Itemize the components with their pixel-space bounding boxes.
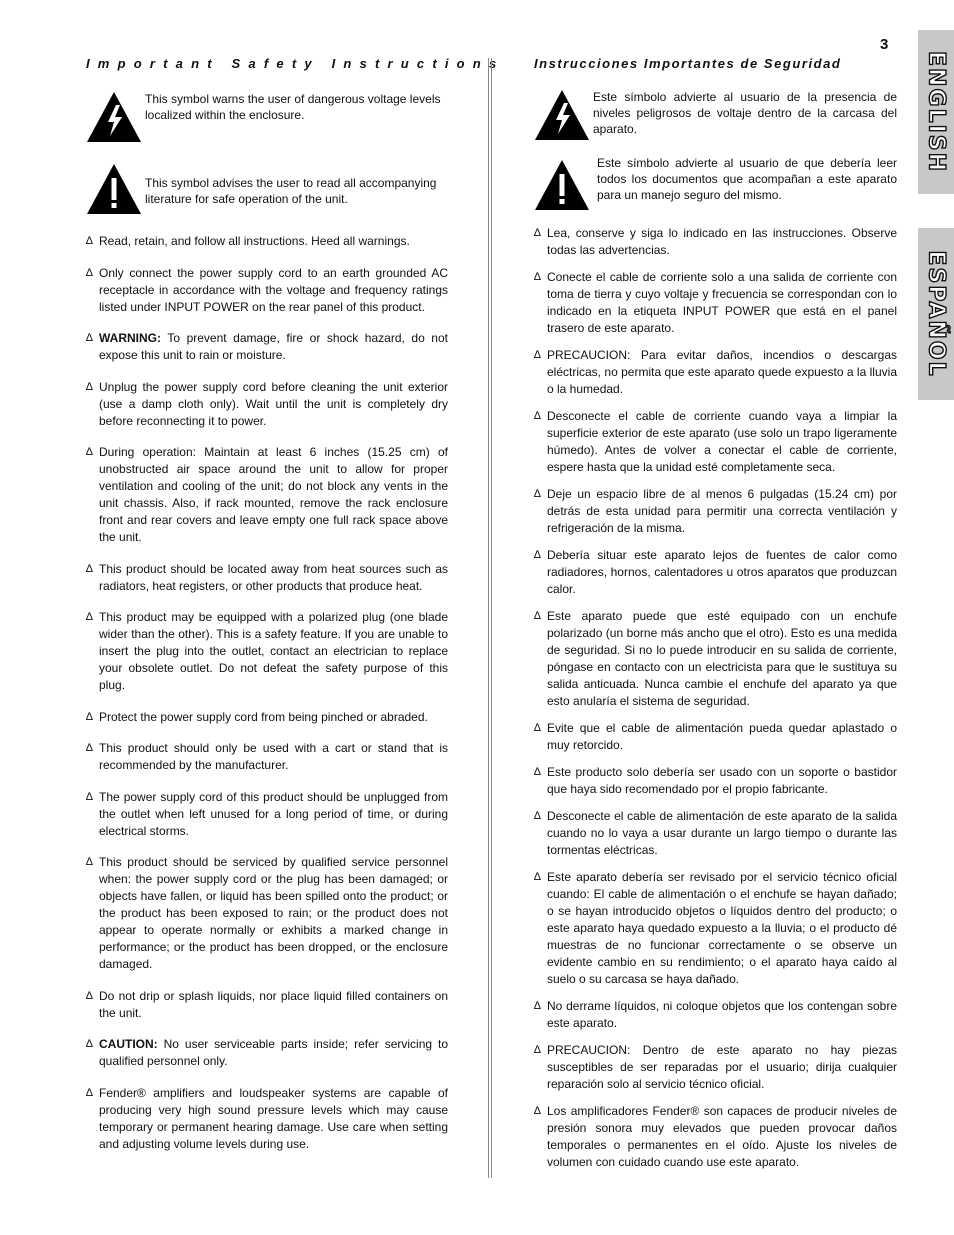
- instruction-text: Evite que el cable de alimentación pueda quedar aplastado o muy retorcido.: [547, 721, 897, 752]
- instruction-text: Este aparato puede que esté equipado con un enchufe polarizado (un borne más ancho que el otro). Esto es una medida de seguridad. Si no lo puede introducir en su salida de corriente, póngase en contacto con un electricista para que le sustituya su salida anticuada. Nunca cambie el enchufe del aparato ya que esto anularía el sistema de seguridad.: [547, 609, 897, 708]
- instruction-item: [86, 265, 448, 316]
- instruction-item: [534, 1042, 897, 1093]
- page-number: 3: [880, 36, 889, 53]
- instruction-item: [534, 486, 897, 537]
- instruction-text: To prevent damage, fire or shock hazard, do not expose this unit to rain or moisture.: [99, 331, 448, 362]
- instruction-text: Deje un espacio libre de al menos 6 pulgadas (15.24 cm) por detrás de esta unidad para permitir una correcta ventilación y refrigeración de la misma.: [547, 487, 897, 535]
- bullet-triangle-icon: ∆: [86, 332, 93, 344]
- bullet-triangle-icon: ∆: [86, 989, 93, 1002]
- column-divider: [488, 58, 492, 1178]
- bullet-triangle-icon: ∆: [534, 1000, 541, 1012]
- instruction-text: Los amplificadores Fender® son capaces de producir niveles de presión sonora muy elevados que pueden provocar daños temporales o permanentes en el oído. Ajuste los niveles de volumen con cuidado cuando use este aparato.: [547, 1104, 897, 1169]
- bullet-triangle-icon: ∆: [86, 380, 93, 393]
- instruction-item: [86, 561, 448, 595]
- spanish-tab-label: ESPAÑOL: [923, 250, 949, 378]
- instruction-item: [86, 854, 448, 973]
- bullet-triangle-icon: ∆: [534, 271, 541, 283]
- bullet-triangle-icon: ∆: [86, 562, 93, 575]
- instruction-text: Read, retain, and follow all instructions. Heed all warnings.: [99, 234, 410, 248]
- instruction-text: This product may be equipped with a polarized plug (one blade wider than the other). This is a safety feature. If you are unable to insert the plug into the outlet, contact an electrician to replace your obsolete outlet. Do not defeat the safety purpose of this plug.: [99, 610, 448, 692]
- instruction-item: [86, 709, 448, 726]
- instruction-text: Este aparato debería ser revisado por el servicio técnico oficial cuando: El cable de alimentación o el enchufe se hayan dañado; o se hayan introducido objetos o líquidos dentro del producto; o este aparato haya quedado expuesto a la lluvia; o el producto dé muestras de no funcionar correctamente o se observe un evidente cambio en su rendimiento; o el aparato haya caído al suelo o su carcasa se haya dañado.: [547, 870, 897, 986]
- instruction-item: [86, 233, 448, 250]
- spanish-heading: Instrucciones Importantes de Seguridad: [534, 56, 842, 71]
- voltage-symbol-text: This symbol warns the user of dangerous voltage levels localized within the enclosure.: [145, 92, 441, 122]
- instruction-text: Desconecte el cable de corriente cuando vaya a limpiar la superficie exterior de este aparato (use solo un trapo ligeramente húmedo). Antes de volver a conectar el cable de corriente, espere hasta que la unidad esté completamente seca.: [547, 409, 897, 474]
- instruction-text: During operation: Maintain at least 6 inches (15.25 cm) of unobstructed air space around the unit to allow for proper ventilation and cooling of the unit; do not block any vents in the unit chassis. Also, if rack mounted, remove the rack enclosure front and rear covers and leave empty one full rack space above the unit.: [99, 445, 448, 544]
- instruction-text: Lea, conserve y siga lo indicado en las instrucciones. Observe todas las advertencias.: [547, 226, 897, 257]
- bullet-triangle-icon: ∆: [534, 1044, 541, 1056]
- literature-symbol-text: This symbol advises the user to read all accompanying literature for safe operation of the unit.: [145, 176, 437, 206]
- english-column: [86, 56, 505, 1153]
- instruction-text: The power supply cord of this product should be unplugged from the outlet when left unused for a long period of time, or during electrical storms.: [99, 789, 448, 838]
- instruction-text: PRECAUCION: Para evitar daños, incendios o descargas eléctricas, no permita que este aparato quede expuesto a la lluvia o la humedad.: [547, 348, 897, 396]
- instruction-text: Desconecte el cable de alimentación de este aparato de la salida cuando no lo vaya a usar durante un largo tiempo o durante las tormentas eléctricas.: [547, 809, 897, 857]
- instruction-item: [86, 1036, 448, 1070]
- instruction-item: [534, 225, 897, 259]
- english-heading: Important Safety Instructions: [86, 56, 505, 71]
- instruction-item: [534, 608, 897, 710]
- bullet-triangle-icon: ∆: [86, 856, 93, 868]
- bullet-triangle-icon: ∆: [86, 266, 93, 279]
- bullet-triangle-icon: ∆: [534, 810, 541, 822]
- instruction-text: This product should only be used with a cart or stand that is recommended by the manufacturer.: [99, 741, 448, 772]
- literature-symbol-block-es: [534, 155, 897, 211]
- instruction-item: [534, 547, 897, 598]
- instruction-item: [534, 808, 897, 859]
- instruction-text: Only connect the power supply cord to an earth grounded AC receptacle in accordance with the voltage and frequency ratings listed under INPUT POWER on the rear panel of this product.: [99, 265, 448, 314]
- literature-symbol-block: [86, 163, 448, 215]
- bullet-triangle-icon: ∆: [86, 790, 93, 803]
- spanish-instructions-list: [534, 225, 897, 1171]
- voltage-symbol-text-es: Este símbolo advierte al usuario de la presencia de niveles peligrosos de voltaje dentro de la carcasa del aparato.: [593, 90, 897, 136]
- instruction-item: [86, 740, 448, 774]
- instruction-text: Unplug the power supply cord before cleaning the unit exterior (use a damp cloth only). Wait until the unit is completely dry before reconnecting it to power.: [99, 379, 448, 428]
- instruction-item: [534, 764, 897, 798]
- instruction-item: [86, 444, 448, 546]
- bullet-triangle-icon: ∆: [534, 610, 541, 622]
- bullet-triangle-icon: ∆: [86, 1086, 93, 1099]
- voltage-symbol-block-es: [534, 89, 897, 141]
- instruction-text: Este producto solo debería ser usado con un soporte o bastidor que haya sido recomendado por el propio fabricante.: [547, 765, 897, 796]
- bullet-triangle-icon: ∆: [534, 227, 541, 239]
- instruction-item: [534, 408, 897, 476]
- bullet-triangle-icon: ∆: [86, 1038, 93, 1050]
- instruction-item: [534, 347, 897, 398]
- bullet-triangle-icon: ∆: [86, 710, 93, 723]
- instruction-text: Debería situar este aparato lejos de fuentes de calor como radiadores, hornos, calentadores u otros aparatos que produzcan calor.: [547, 548, 897, 596]
- instruction-item: [534, 1103, 897, 1171]
- instruction-label: WARNING:: [99, 331, 161, 345]
- instruction-label: CAUTION:: [99, 1037, 158, 1051]
- bullet-triangle-icon: ∆: [534, 722, 541, 734]
- instruction-item: [86, 330, 448, 364]
- instruction-text: No user serviceable parts inside; refer servicing to qualified personnel only.: [99, 1037, 448, 1068]
- bullet-triangle-icon: ∆: [534, 549, 541, 561]
- instruction-text: Do not drip or splash liquids, nor place liquid filled containers on the unit.: [99, 988, 448, 1020]
- bullet-triangle-icon: ∆: [86, 446, 93, 458]
- bullet-triangle-icon: ∆: [534, 410, 541, 422]
- instruction-item: [86, 789, 448, 840]
- instruction-text: PRECAUCION: Dentro de este aparato no hay piezas susceptibles de ser reparadas por el usuario; dirija cualquier reparación solo al servicio técnico oficial.: [547, 1043, 897, 1091]
- literature-symbol-text-es: Este símbolo advierte al usuario de que debería leer todos los documentos que acompañan a este aparato para un manejo seguro del mismo.: [597, 156, 897, 202]
- bullet-triangle-icon: ∆: [534, 766, 541, 778]
- instruction-text: Protect the power supply cord from being pinched or abraded.: [99, 709, 428, 724]
- bullet-triangle-icon: ∆: [534, 871, 541, 883]
- exclamation-warning-icon: [534, 159, 590, 211]
- bullet-triangle-icon: ∆: [534, 488, 541, 500]
- instruction-text: Conecte el cable de corriente solo a una salida de corriente con toma de tierra y cuyo voltaje y frecuencia se correspondan con lo indicado en la etiqueta INPUT POWER que está en el panel trasero de este aparato.: [547, 270, 897, 335]
- exclamation-warning-icon: [86, 163, 142, 215]
- instruction-item: [86, 609, 448, 694]
- spanish-column: [534, 56, 897, 1171]
- instruction-text: No derrame líquidos, ni coloque objetos que los contengan sobre este aparato.: [547, 999, 897, 1030]
- bullet-triangle-icon: ∆: [86, 742, 93, 754]
- bullet-triangle-icon: ∆: [86, 611, 93, 623]
- instruction-item: [534, 269, 897, 337]
- lightning-warning-icon: [86, 91, 142, 143]
- voltage-symbol-block: [86, 91, 448, 143]
- instruction-item: [86, 1085, 448, 1153]
- spanish-language-tab: [918, 228, 954, 400]
- instruction-item: [534, 998, 897, 1032]
- bullet-triangle-icon: ∆: [534, 1105, 541, 1117]
- instruction-text: Fender® amplifiers and loudspeaker systems are capable of producing very high sound pressure levels which may cause temporary or permanent hearing damage. Use care when setting and adjusting volume levels during use.: [99, 1085, 448, 1151]
- instruction-item: [86, 379, 448, 430]
- english-instructions-list: [86, 233, 448, 1153]
- english-tab-label: ENGLISH: [923, 51, 949, 173]
- bullet-triangle-icon: ∆: [534, 349, 541, 361]
- english-language-tab: [918, 30, 954, 194]
- instruction-text: This product should be located away from heat sources such as radiators, heat registers, or other products that produce heat.: [99, 561, 448, 593]
- instruction-text: This product should be serviced by qualified service personnel when: the power supply cord or the plug has been damaged; or objects have fallen, or liquid has been spilled onto the product; or the product has been exposed to rain; or the product does not appear to operate normally or exhibits a marked change in performance; or the product has been dropped, or the enclosure damaged.: [99, 855, 448, 971]
- instruction-item: [534, 869, 897, 988]
- instruction-item: [86, 988, 448, 1022]
- bullet-triangle-icon: ∆: [86, 235, 93, 247]
- instruction-item: [534, 720, 897, 754]
- lightning-warning-icon: [534, 89, 590, 141]
